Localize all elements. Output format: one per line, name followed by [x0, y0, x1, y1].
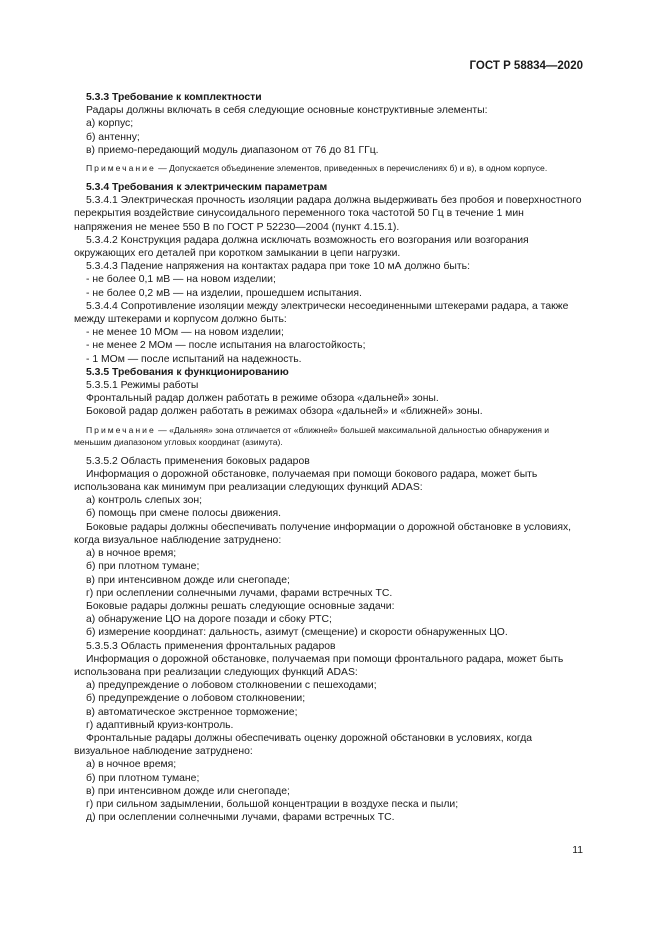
- note-label: Примечание: [86, 424, 156, 435]
- list-item: - не более 0,2 мВ — на изделии, прошедшем испытания.: [86, 287, 362, 299]
- note-text: — Допускается объединение элементов, приведенных в перечислениях б) и в), в одном корпусе.: [155, 163, 548, 174]
- paragraph: Боковой радар должен работать в режимах обзора «дальней» и «ближней» зоны.: [86, 406, 483, 418]
- list-item: б) измерение координат: дальность, азимут (смещение) и скорости обнаруженных ЦО.: [86, 627, 508, 639]
- list-item: - не менее 10 МОм — на новом изделии;: [86, 327, 284, 339]
- note: [74, 162, 583, 174]
- paragraph: Радары должны включать в себя следующие основные конструктивные элементы:: [86, 105, 488, 117]
- list-item: г) при ослеплении солнечными лучами, фарами встречных ТС.: [86, 587, 393, 599]
- document-id-header: ГОСТ Р 58834—2020: [469, 60, 583, 72]
- subsection-title: 5.3.5.3 Область применения фронтальных радаров: [86, 640, 336, 652]
- list-item: а) обнаружение ЦО на дороге позади и сбоку РТС;: [86, 614, 332, 626]
- list-item: в) при интенсивном дожде или снегопаде;: [86, 574, 290, 586]
- paragraph: Информация о дорожной обстановке, получаемая при помощи фронтального радара, может быть использована при реализации следующих функций ADAS:: [74, 653, 564, 678]
- paragraph: Боковые радары должны обеспечивать получение информации о дорожной обстановке в условиях, когда визуальное наблюдение затруднено:: [74, 521, 572, 546]
- list-item: а) контроль слепых зон;: [86, 495, 203, 507]
- paragraph: 5.3.4.2 Конструкция радара должна исключать возможность его возгорания или возгорания окружающих его деталей при коротком замыкании в цепи нагрузки.: [74, 234, 529, 260]
- page-number: 11: [572, 845, 583, 856]
- list-item: б) при плотном тумане;: [86, 561, 200, 573]
- list-item: а) корпус;: [86, 118, 134, 130]
- list-item: а) предупреждение о лобовом столкновении с пешеходами;: [86, 680, 377, 692]
- section-5-3-3-title: 5.3.3 Требование к комплектности: [86, 92, 262, 103]
- paragraph: Информация о дорожной обстановке, получаемая при помощи бокового радара, может быть использована как минимум при реализации следующих функций ADAS:: [74, 468, 538, 494]
- list-item: б) помощь при смене полосы движения.: [86, 508, 281, 520]
- list-item: в) автоматическое экстренное торможение;: [86, 706, 298, 718]
- paragraph: 5.3.4.4 Сопротивление изоляции между электрически несоединенными штекерами радара, а также между штекерами и корпусом должно быть:: [74, 300, 569, 326]
- section-5-3-4-title: 5.3.4 Требования к электрическим параметрам: [86, 182, 328, 194]
- list-item: а) в ночное время;: [86, 548, 177, 560]
- paragraph: 5.3.4.3 Падение напряжения на контактах радара при токе 10 мА должно быть:: [86, 261, 470, 273]
- list-item: - не более 0,1 мВ — на новом изделии;: [86, 274, 276, 286]
- paragraph: Фронтальные радары должны обеспечивать оценку дорожной обстановки в условиях, когда визуальное наблюдение затруднено:: [74, 732, 533, 758]
- list-item: - 1 МОм — после испытаний на надежность.: [86, 353, 302, 365]
- list-item: б) антенну;: [86, 131, 140, 143]
- note-text: — «Дальняя» зона отличается от «ближней» большей максимальной дальностью обнаружения и меньшим диапазоном угловых координат (азимута).: [74, 424, 550, 447]
- paragraph: 5.3.4.1 Электрическая прочность изоляции радара должна выдерживать без пробоя и поверхностного перекрытия воздействие синусоидального переменного тока частотой 50 Гц в течение 1 мин напряжения не менее 550 В по ГОСТ Р 52230—2004 (пункт 4.15.1).: [74, 195, 582, 233]
- subsection-title: 5.3.5.1 Режимы работы: [86, 380, 199, 392]
- section-5-3-5-title: 5.3.5 Требования к функционированию: [86, 366, 289, 378]
- note: [74, 424, 583, 448]
- paragraph: Боковые радары должны решать следующие основные задачи:: [86, 600, 395, 612]
- note-label: Примечание: [86, 163, 156, 174]
- list-item: г) при сильном задымлении, большой концентрации в воздухе песка и пыли;: [86, 798, 459, 810]
- paragraph: Фронтальный радар должен работать в режиме обзора «дальней» зоны.: [86, 393, 439, 405]
- list-item: б) предупреждение о лобовом столкновении;: [86, 693, 306, 705]
- list-item: д) при ослеплении солнечными лучами, фарами встречных ТС.: [86, 812, 395, 824]
- document-body: [74, 91, 583, 824]
- list-item: г) адаптивный круиз-контроль.: [86, 719, 234, 731]
- list-item: а) в ночное время;: [86, 759, 177, 771]
- list-item: в) приемо-передающий модуль диапазоном от 76 до 81 ГГц.: [86, 144, 379, 156]
- subsection-title: 5.3.5.2 Область применения боковых радаров: [86, 455, 310, 467]
- list-item: - не менее 2 МОм — после испытания на влагостойкость;: [86, 340, 366, 352]
- list-item: б) при плотном тумане;: [86, 772, 200, 784]
- list-item: в) при интенсивном дожде или снегопаде;: [86, 785, 290, 797]
